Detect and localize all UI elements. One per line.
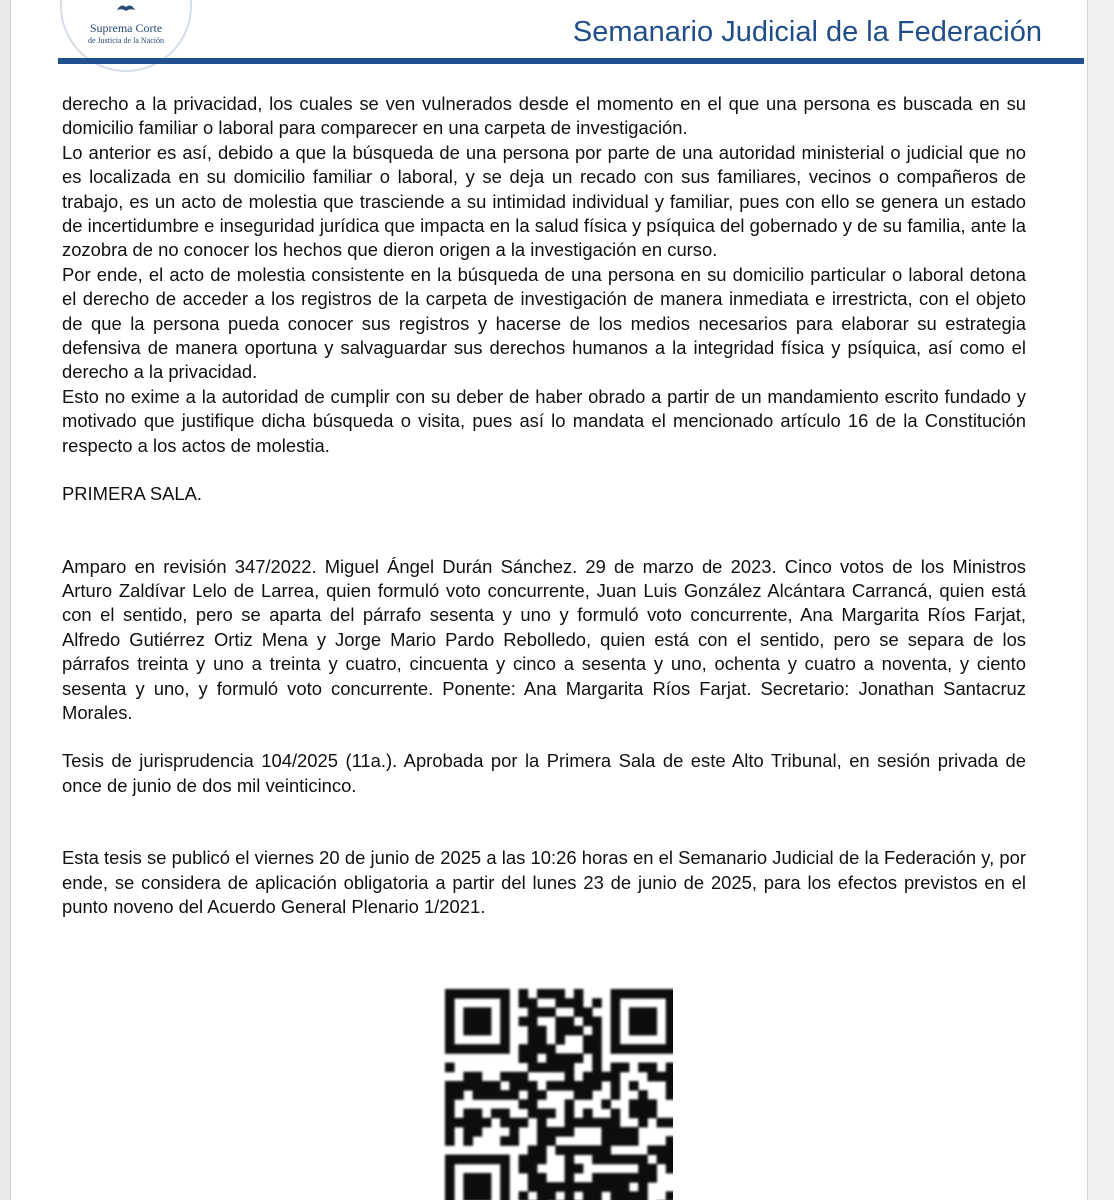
body-paragraph: derecho a la privacidad, los cuales se ven vulnerados desde el momento en el que una persona es buscada en su domicilio familiar o laboral para comparecer en una carpeta de investigación. <box>62 93 1026 139</box>
document-header <box>10 0 1088 80</box>
right-scrollbar-track[interactable] <box>1087 0 1114 1200</box>
page-title: Semanario Judicial de la Federación <box>572 16 1042 48</box>
header-rule <box>58 58 1084 64</box>
body-paragraph: Lo anterior es así, debido a que la búsqueda de una persona por parte de una autoridad ministerial o judicial que no es localizada en su domicilio familiar o laboral, y se deja un recado con sus familiares, vecinos o compañeros de trabajo, es un acto de molestia que trasciende a su intimidad individual y familiar, pues con ello se genera un estado de incertidumbre e inseguridad jurídica que impacta en la salud física y psíquica del gobernado y de su familia, ante la zozobra de no conocer los hechos que dieron origen a la investigación en curso. <box>62 141 1026 261</box>
eagle-emblem-icon <box>116 2 136 14</box>
thesis-paragraph: Tesis de jurisprudencia 104/2025 (11a.). Aprobada por la Primera Sala de este Alto Tribunal, en sesión privada de once de junio de dos mil veinticinco. <box>62 750 1026 796</box>
body-paragraph: Por ende, el acto de molestia consistente en la búsqueda de una persona en su domicilio particular o laboral detona el derecho de acceder a los registros de la carpeta de investigación de manera inmediata e irrestricta, con el objeto de que la persona pueda conocer sus registros y hacerse de los medios necesarios para elaborar su estrategia defensiva de manera oportuna y salvaguardar sus derechos humanos a la integridad física y psíquica, así como el derecho a la privacidad. <box>62 263 1026 383</box>
logo-subname: de Justicia de la Nación <box>88 36 164 45</box>
body-paragraph: Esto no exime a la autoridad de cumplir con su deber de haber obrado a partir de un mandamiento escrito fundado y motivado que justifique dicha búsqueda o visita, pues así lo mandata el mencionado artículo 16 de la Constitución respecto a los actos de molestia. <box>62 385 1026 456</box>
precedent-paragraph: Amparo en revisión 347/2022. Miguel Ángel Durán Sánchez. 29 de marzo de 2023. Cinco votos de los Ministros Arturo Zaldívar Lelo de Larrea, quien formuló voto concurrente, Juan Luis González Alcántara Carrancá, quien está con el sentido, pero se aparta del párrafo sesenta y uno y formuló voto concurrente, Ana Margarita Ríos Farjat, Alfredo Gutiérrez Ortiz Mena y Jorge Mario Pardo Rebolledo, quien está con el sentido, pero se separa de los párrafos treinta y uno a treinta y cuatro, cincuenta y cinco a sesenta y uno, ochenta y cuatro a noventa, y ciento sesenta y uno, y formuló voto concurrente. Ponente: Ana Margarita Ríos Farjat. Secretario: Jonathan Santacruz Morales. <box>62 555 1026 723</box>
left-window-edge <box>0 0 11 1200</box>
qr-code-icon <box>443 985 673 1200</box>
sala-label: PRIMERA SALA. <box>62 483 203 505</box>
publication-paragraph: Esta tesis se publicó el viernes 20 de junio de 2025 a las 10:26 horas en el Semanario Judicial de la Federación y, por ende, se considera de aplicación obligatoria a partir del lunes 23 de junio de 2025, para los efectos previstos en el punto noveno del Acuerdo General Plenario 1/2021. <box>62 847 1026 917</box>
document-body <box>62 92 1026 919</box>
logo-name: Suprema Corte <box>89 21 163 35</box>
